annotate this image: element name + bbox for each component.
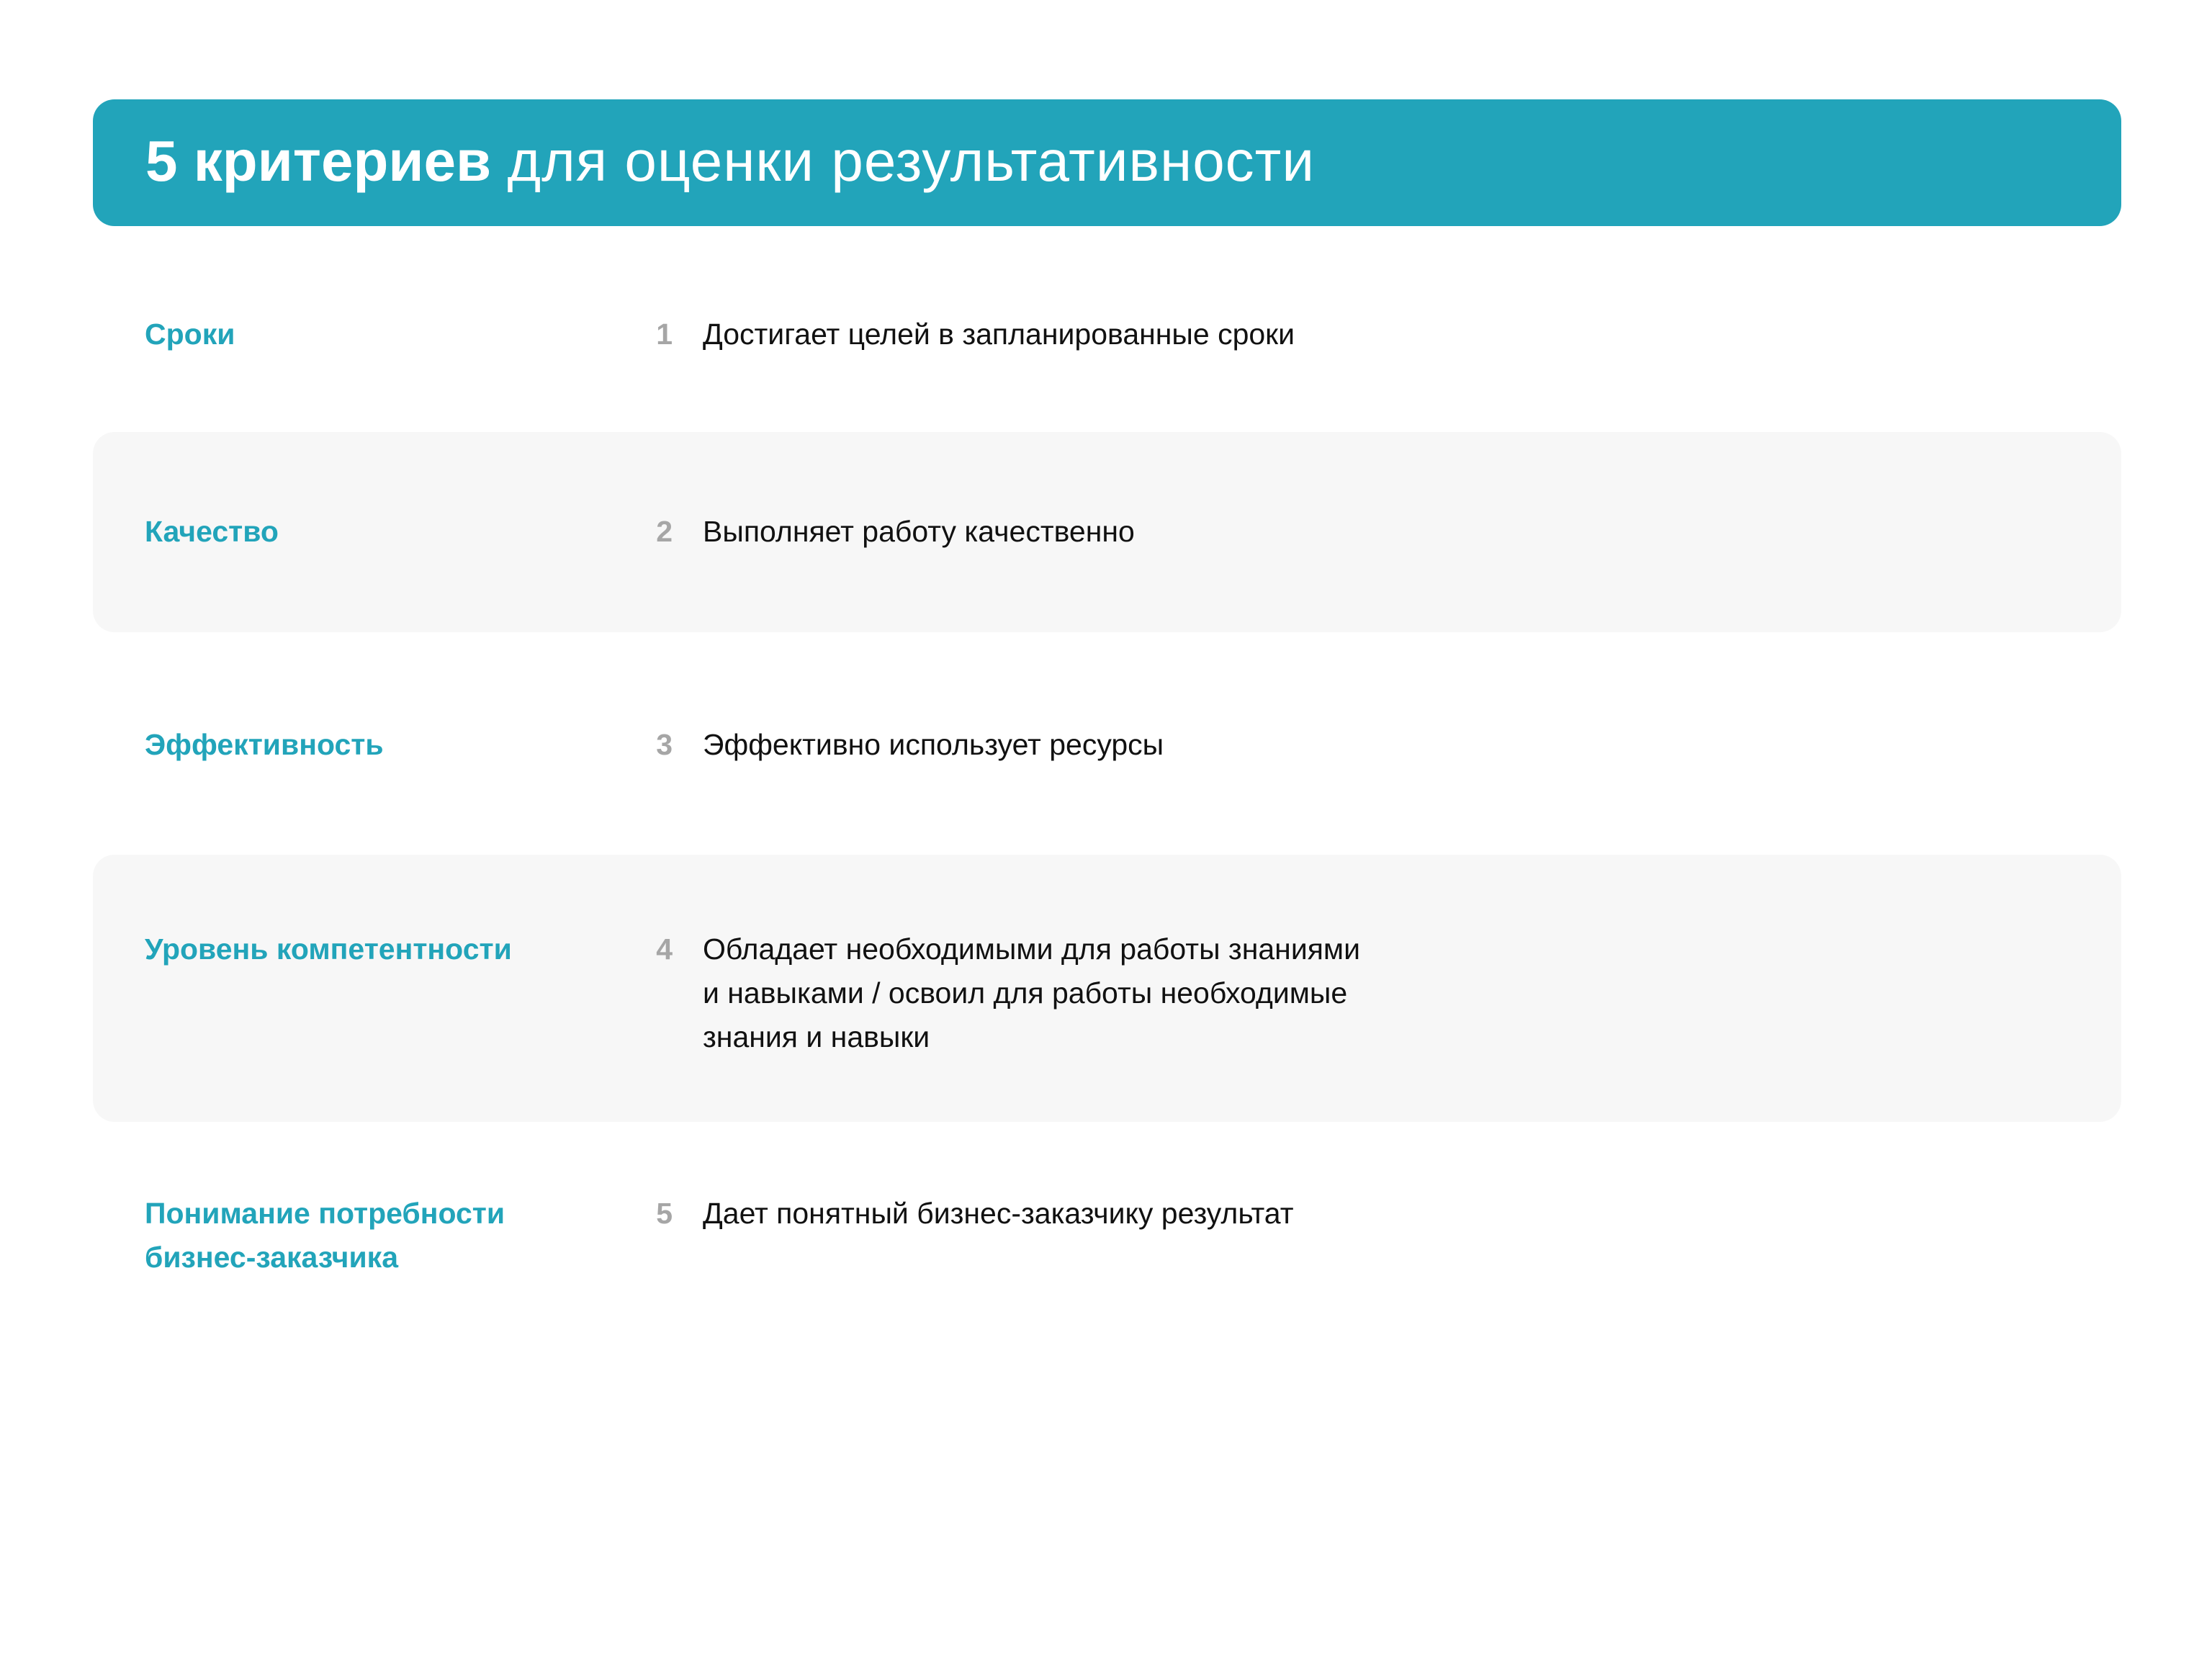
criterion-number: 2: [656, 515, 673, 548]
criterion-label: [145, 927, 512, 971]
desc-line: и навыками / освоил для работы необходимые: [703, 976, 1348, 1010]
criterion-number: 3: [656, 728, 673, 761]
criterion-number: 5: [656, 1197, 673, 1230]
desc-line: Выполняет работу качественно: [703, 515, 1135, 548]
criterion-description: [703, 927, 1360, 1059]
title-bold: 5 критериев: [145, 129, 492, 193]
criterion-description: [703, 1192, 1293, 1236]
desc-line: Обладает необходимыми для работы знаниями: [703, 932, 1361, 966]
criterion-row-1: [93, 313, 2121, 356]
criterion-number: 4: [656, 932, 673, 966]
criterion-label: [145, 510, 279, 554]
desc-line: знания и навыки: [703, 1020, 930, 1053]
criterion-label: [145, 723, 384, 767]
label-line: бизнес-заказчика: [145, 1241, 399, 1274]
criterion-row-2: [93, 432, 2121, 632]
label-line: Сроки: [145, 318, 235, 351]
criterion-label: [145, 1192, 505, 1280]
criterion-description: [703, 723, 1164, 767]
desc-line: Эффективно использует ресурсы: [703, 728, 1164, 761]
criterion-row-5: [93, 1192, 2121, 1280]
criterion-row-3: [93, 723, 2121, 767]
label-line: Понимание потребности: [145, 1197, 505, 1230]
criterion-description: [703, 313, 1295, 356]
title-rest: для оценки результативности: [507, 129, 1316, 193]
label-line: Качество: [145, 515, 279, 548]
criterion-label: [145, 313, 235, 356]
label-line: Эффективность: [145, 728, 384, 761]
header-banner: [93, 99, 2121, 226]
label-line: Уровень компетентности: [145, 932, 512, 966]
desc-line: Дает понятный бизнес-заказчику результат: [703, 1197, 1294, 1230]
criterion-row-4: [93, 855, 2121, 1122]
criterion-description: [703, 510, 1135, 554]
desc-line: Достигает целей в запланированные сроки: [703, 318, 1295, 351]
page-title: [145, 125, 1315, 197]
criterion-number: 1: [656, 318, 673, 351]
